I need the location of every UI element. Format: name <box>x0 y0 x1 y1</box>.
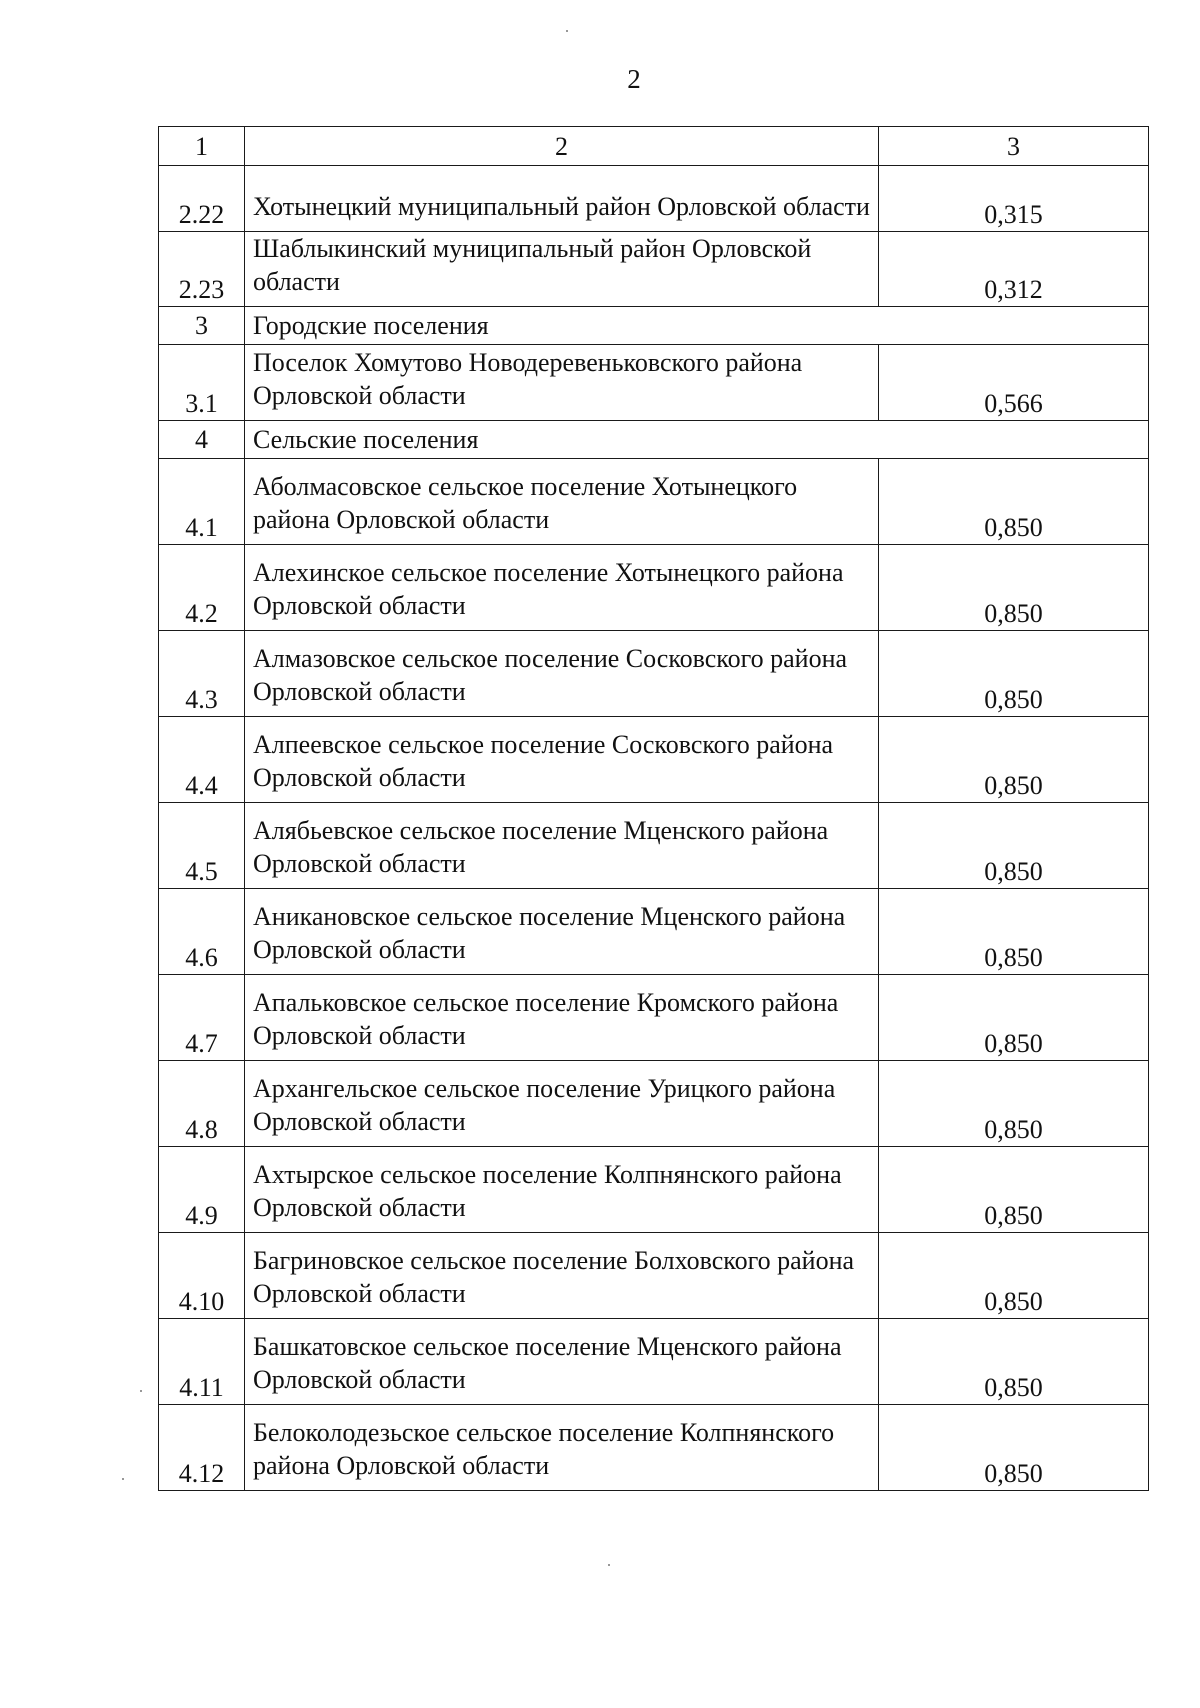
coefficient-value: 0,312 <box>879 232 1149 307</box>
row-number: 4.10 <box>159 1233 245 1319</box>
header-col-2: 2 <box>245 127 879 166</box>
coefficient-value: 0,566 <box>879 345 1149 421</box>
table-row <box>159 1147 1149 1233</box>
entity-name: Хотынецкий муниципальный район Орловской области <box>253 192 870 221</box>
name-cell <box>245 631 879 717</box>
row-number: 4.12 <box>159 1405 245 1491</box>
entity-name: Аникановское сельское поселение Мценского района Орловской области <box>253 902 846 964</box>
name-cell <box>245 1147 879 1233</box>
row-number: 3 <box>159 307 245 345</box>
entity-name: Архангельское сельское поселение Урицкого района Орловской области <box>253 1074 836 1136</box>
table-row <box>159 1405 1149 1491</box>
name-cell <box>245 803 879 889</box>
header-col-3: 3 <box>879 127 1149 166</box>
coefficient-value: 0,850 <box>879 1319 1149 1405</box>
table-row <box>159 975 1149 1061</box>
table-row <box>159 1319 1149 1405</box>
coefficient-value: 0,850 <box>879 1061 1149 1147</box>
scan-speck <box>566 30 568 32</box>
coefficient-value: 0,850 <box>879 545 1149 631</box>
name-cell <box>245 717 879 803</box>
name-cell <box>245 1405 879 1491</box>
name-cell <box>245 889 879 975</box>
coefficient-value: 0,850 <box>879 1405 1149 1491</box>
page-number: 2 <box>627 64 641 94</box>
table-row <box>159 232 1149 307</box>
coefficient-value: 0,850 <box>879 803 1149 889</box>
section-row <box>159 307 1149 345</box>
header-col-1: 1 <box>159 127 245 166</box>
section-row <box>159 421 1149 459</box>
name-cell <box>245 545 879 631</box>
table-header-row <box>159 127 1149 166</box>
scan-speck <box>608 1564 610 1566</box>
row-number: 4.1 <box>159 459 245 545</box>
row-number: 4.6 <box>159 889 245 975</box>
row-number: 4.3 <box>159 631 245 717</box>
row-number: 4.9 <box>159 1147 245 1233</box>
scan-speck <box>122 1478 124 1480</box>
name-cell <box>245 166 879 232</box>
row-number: 4.7 <box>159 975 245 1061</box>
row-number: 4.8 <box>159 1061 245 1147</box>
table-row <box>159 717 1149 803</box>
coefficient-value: 0,850 <box>879 975 1149 1061</box>
row-number: 4 <box>159 421 245 459</box>
entity-name: Поселок Хомутово Новодеревеньковского района Орловской области <box>253 348 803 410</box>
name-cell <box>245 1319 879 1405</box>
coefficient-value: 0,850 <box>879 889 1149 975</box>
entity-name: Алехинское сельское поселение Хотынецкого района Орловской области <box>253 558 844 620</box>
table-row <box>159 631 1149 717</box>
coefficient-value: 0,850 <box>879 631 1149 717</box>
table-row <box>159 166 1149 232</box>
name-cell <box>245 345 879 421</box>
table-row <box>159 889 1149 975</box>
section-title: Сельские поселения <box>253 425 479 454</box>
row-number: 2.23 <box>159 232 245 307</box>
coefficient-value: 0,850 <box>879 717 1149 803</box>
entity-name: Апальковское сельское поселение Кромского района Орловской области <box>253 988 839 1050</box>
name-cell <box>245 1061 879 1147</box>
section-cell <box>245 307 1149 345</box>
row-number: 3.1 <box>159 345 245 421</box>
name-cell <box>245 975 879 1061</box>
row-number: 2.22 <box>159 166 245 232</box>
entity-name: Шаблыкинский муниципальный район Орловской области <box>253 234 812 296</box>
section-cell <box>245 421 1149 459</box>
row-number: 4.11 <box>159 1319 245 1405</box>
coefficient-value: 0,850 <box>879 459 1149 545</box>
row-number: 4.4 <box>159 717 245 803</box>
table-row <box>159 1061 1149 1147</box>
table-row <box>159 459 1149 545</box>
table-row <box>159 345 1149 421</box>
coefficient-value: 0,850 <box>879 1147 1149 1233</box>
entity-name: Алпеевское сельское поселение Сосковского района Орловской области <box>253 730 834 792</box>
coefficient-value: 0,850 <box>879 1233 1149 1319</box>
entity-name: Багриновское сельское поселение Болховского района Орловской области <box>253 1246 855 1308</box>
entity-name: Алмазовское сельское поселение Сосковского района Орловской области <box>253 644 848 706</box>
table-row <box>159 1233 1149 1319</box>
name-cell <box>245 459 879 545</box>
coefficient-value: 0,315 <box>879 166 1149 232</box>
name-cell <box>245 1233 879 1319</box>
section-title: Городские поселения <box>253 311 489 340</box>
name-cell <box>245 232 879 307</box>
table-row <box>159 803 1149 889</box>
entity-name: Белоколодезьское сельское поселение Колпнянского района Орловской области <box>253 1418 835 1480</box>
coefficient-table <box>158 126 1149 1491</box>
scan-speck <box>140 1390 142 1392</box>
entity-name: Ахтырское сельское поселение Колпнянского района Орловской области <box>253 1160 842 1222</box>
table-row <box>159 545 1149 631</box>
row-number: 4.5 <box>159 803 245 889</box>
row-number: 4.2 <box>159 545 245 631</box>
entity-name: Башкатовское сельское поселение Мценского района Орловской области <box>253 1332 842 1394</box>
entity-name: Алябьевское сельское поселение Мценского района Орловской области <box>253 816 829 878</box>
entity-name: Аболмасовское сельское поселение Хотынецкого района Орловской области <box>253 472 798 534</box>
